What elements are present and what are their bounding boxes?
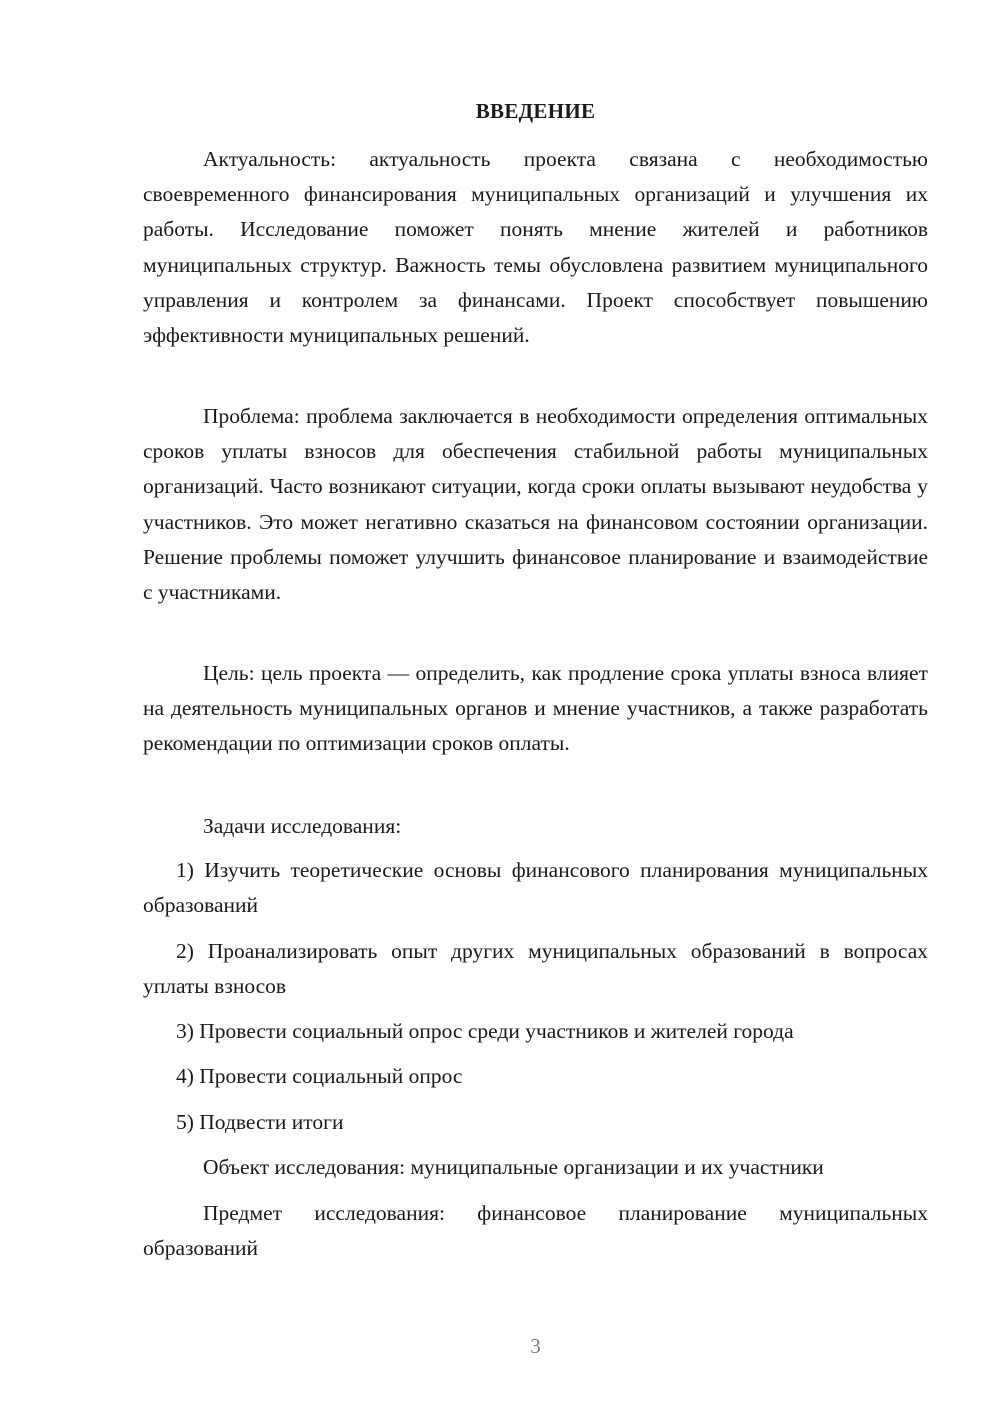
list-item-task-3: 3) Провести социальный опрос среди участников и жителей города [176, 1019, 794, 1043]
paragraph-object: Объект исследования: муниципальные организации и их участники [203, 1155, 824, 1179]
paragraph-goal: Цель: цель проекта — определить, как продление срока уплаты взноса влияет на деятельность муниципальных органов и мнение участников, а также разработать рекомендации по оптимизации сроков оплаты. [143, 661, 928, 756]
paragraph-relevance: Актуальность: актуальность проекта связана с необходимостью своевременного финансирования муниципальных организаций и улучшения их работы. Исследование поможет понять мнение жителей и работников муниципальных структур. Важность темы обусловлена развитием муниципального управления и контролем за финансами. Проект способствует повышению эффективности муниципальных решений. [143, 147, 928, 348]
list-item-task-1: 1) Изучить теоретические основы финансового планирования муниципальных образований [143, 858, 928, 918]
list-item-task-4: 4) Провести социальный опрос [176, 1064, 463, 1088]
section-title: ВВЕДЕНИЕ [475, 99, 596, 123]
paragraph-problem: Проблема: проблема заключается в необходимости определения оптимальных сроков уплаты взносов для обеспечения стабильной работы муниципальных организаций. Часто возникают ситуации, когда сроки оплаты вызывают неудобства у участников. Это может негативно сказаться на финансовом состоянии организации. Решение проблемы поможет улучшить финансовое планирование и взаимодействие с участниками. [143, 404, 928, 605]
list-item-task-2: 2) Проанализировать опыт других муниципальных образований в вопросах уплаты взносов [143, 939, 928, 999]
document-page [143, 0, 928, 1414]
list-item-task-5: 5) Подвести итоги [176, 1110, 344, 1134]
paragraph-subject: Предмет исследования: финансовое планирование муниципальных образований [143, 1201, 928, 1261]
tasks-heading: Задачи исследования: [203, 814, 402, 838]
page-number: 3 [530, 1334, 541, 1358]
